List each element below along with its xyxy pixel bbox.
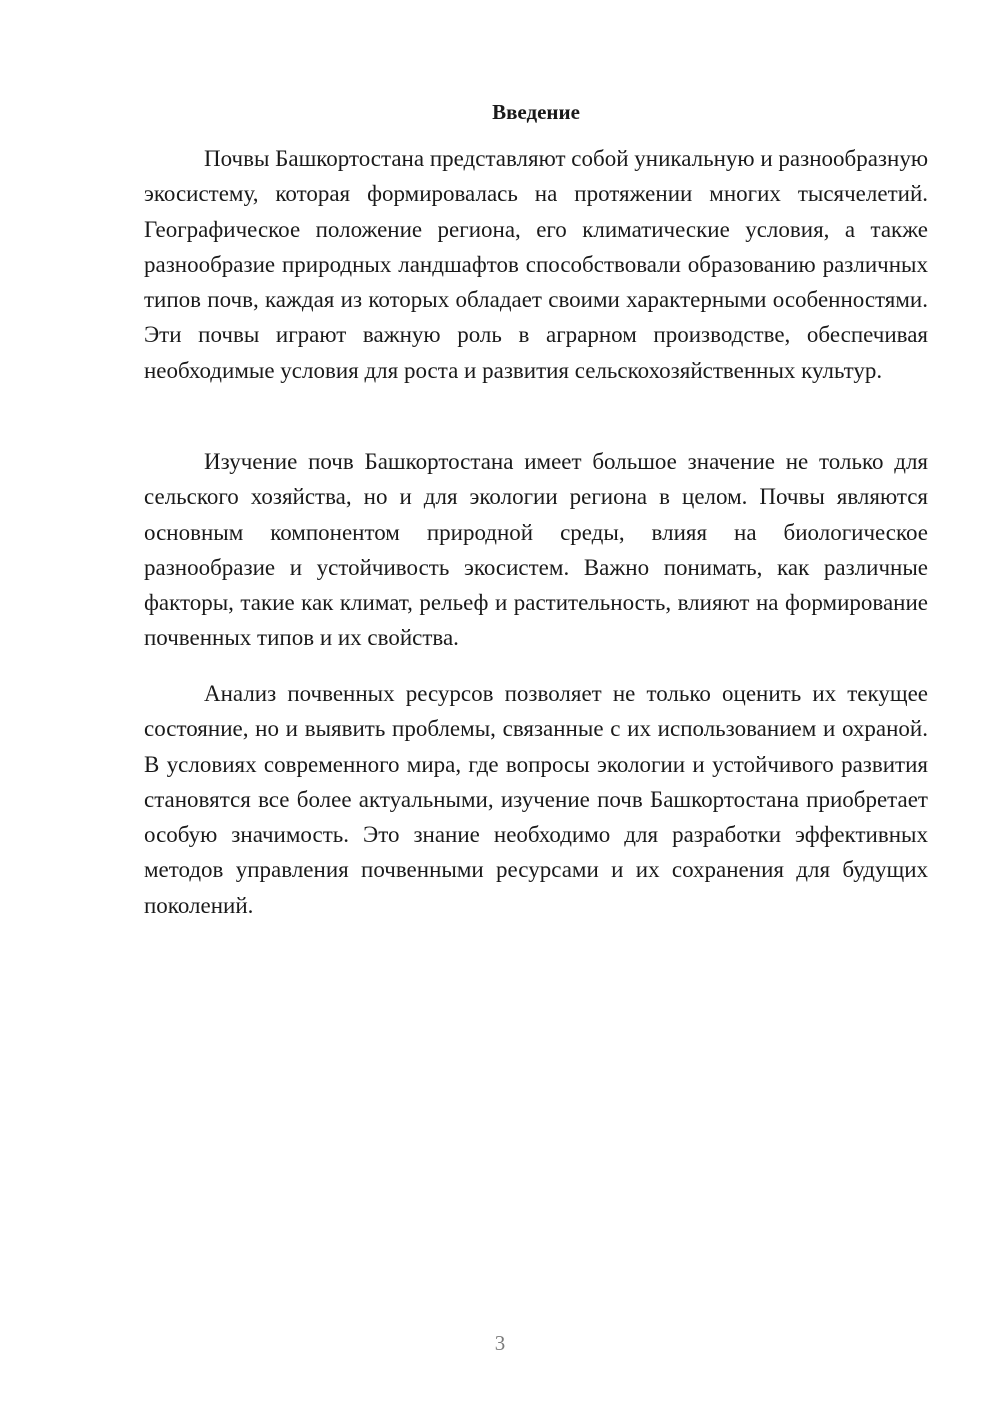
paragraph-3: Анализ почвенных ресурсов позволяет не только оценить их текущее состояние, но и выявить проблемы, связанные с их использованием и охраной. В условиях современного мира, где вопросы экологии и устойчивого развития становятся все более актуальными, изучение почв Башкортостана приобретает особую значимость. Это знание необходимо для разработки эффективных методов управления почвенными ресурсами и их сохранения для будущих поколений. [144, 681, 928, 918]
paragraph-2: Изучение почв Башкортостана имеет большое значение не только для сельского хозяйства, но и для экологии региона в целом. Почвы являются основным компонентом природной среды, влияя на биологическое разнообразие и устойчивость экосистем. Важно понимать, как различные факторы, такие как климат, рельеф и растительность, влияют на формирование почвенных типов и их свойства. [144, 449, 928, 651]
section-heading: Введение [492, 100, 580, 124]
page-number: 3 [494, 1331, 506, 1355]
paragraph-1: Почвы Башкортостана представляют собой уникальную и разнообразную экосистему, которая формировалась на протяжении многих тысячелетий. Географическое положение региона, его климатические условия, а также разнообразие природных ландшафтов способствовали образованию различных типов почв, каждая из которых обладает своими характерными особенностями. Эти почвы играют важную роль в аграрном производстве, обеспечивая необходимые условия для роста и развития сельскохозяйственных культур. [144, 146, 928, 383]
